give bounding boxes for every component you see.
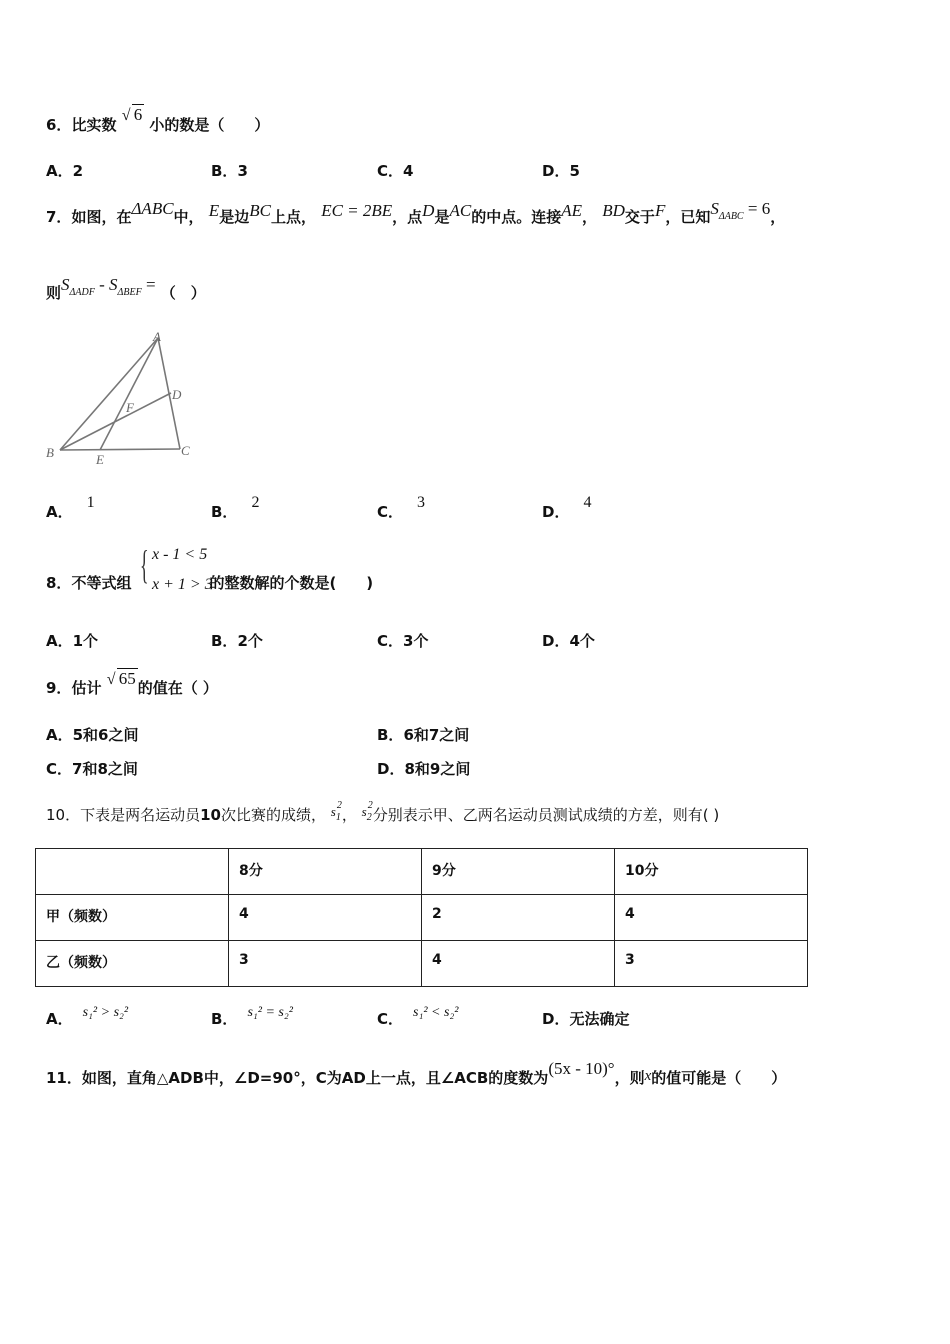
q10-option-b[interactable]: B． s₁² = s₂² <box>211 1005 293 1028</box>
q7-option-b[interactable]: B．2 <box>211 494 260 521</box>
table-cell: 甲（频数） <box>36 895 229 941</box>
q6-option-d[interactable]: D．5 <box>542 162 580 180</box>
q7-ec-eq: EC = 2BE <box>321 201 393 220</box>
q9-sqrt: √ 65 <box>106 669 136 688</box>
q7-area-abc: $S_{\Delta ABC} = 6$ <box>710 199 771 222</box>
table-cell: 8分 <box>229 849 422 895</box>
q8-stem: 8．不等式组 的整数解的个数是( ) <box>46 574 374 592</box>
q10-option-a[interactable]: A． s₁² > s₂² <box>46 1005 129 1028</box>
q6-option-c[interactable]: C．4 <box>377 162 414 180</box>
q9-option-d[interactable]: D．8和9之间 <box>377 760 471 778</box>
q7-triangle-figure <box>40 328 210 468</box>
q8-brace: { <box>140 542 149 587</box>
q8-option-c[interactable]: C．3个 <box>377 632 429 650</box>
q6-option-b[interactable]: B．3 <box>211 162 248 180</box>
q10-score-table <box>35 848 808 987</box>
q10-stem: 10．下表是两名运动员10次比赛的成绩， $s_1^2$， $s_2^2$分别表示甲、乙两名运动员测试成绩的方差，则有( ) <box>46 800 720 824</box>
fig-label-e: E <box>96 452 104 467</box>
fig-label-d: D <box>172 387 182 402</box>
table-cell: 3 <box>615 941 808 987</box>
table-row <box>36 941 808 987</box>
q7-option-c[interactable]: C．3 <box>377 494 426 521</box>
q6-stem <box>46 105 270 135</box>
fig-label-a: A <box>153 329 161 344</box>
fig-label-f: F <box>126 400 134 415</box>
q7-area-expr: $S_{\Delta ADF} - S_{\Delta BEF}$ = <box>61 275 156 298</box>
q9-option-a[interactable]: A．5和6之间 <box>46 726 139 744</box>
q6-radicand: 6 <box>133 105 143 124</box>
q9-option-b[interactable]: B．6和7之间 <box>377 726 470 744</box>
q7-stem: 7．如图，在ΔABC中， E是边BC上点， EC = 2BE，点D是AC的中点。连接AE， BD交于F，已知$S_{\Delta ABC} = 6$， <box>46 199 786 226</box>
q9-option-c[interactable]: C．7和8之间 <box>46 760 138 778</box>
table-cell: 4 <box>229 895 422 941</box>
q8-option-b[interactable]: B．2个 <box>211 632 263 650</box>
table-cell: 9分 <box>422 849 615 895</box>
table-cell: 2 <box>422 895 615 941</box>
q7-stem-line2: 则$S_{\Delta ADF} - S_{\Delta BEF}$ = （ ） <box>46 275 206 302</box>
table-cell: 10分 <box>615 849 808 895</box>
q7-option-d[interactable]: D．4 <box>542 494 592 521</box>
q7-triangle-abc: ΔABC <box>131 199 174 218</box>
q6-text-post: 小的数是（ ） <box>149 116 270 134</box>
q6-option-a[interactable]: A．2 <box>46 162 84 180</box>
q6-text-pre: 比实数 <box>71 116 117 134</box>
q7-number: 7． <box>46 208 72 226</box>
q10-option-c[interactable]: C． s₁² < s₂² <box>377 1005 459 1028</box>
q10-option-d[interactable]: D．无法确定 <box>542 1010 630 1028</box>
table-header-row <box>36 849 808 895</box>
q9-stem: 9．估计 √ 65 的值在（ ） <box>46 669 218 697</box>
table-row <box>36 895 808 941</box>
table-cell: 4 <box>422 941 615 987</box>
q8-ineq-2: x + 1 > 3 <box>152 576 213 593</box>
table-cell: 3 <box>229 941 422 987</box>
q7-option-a[interactable]: A．1 <box>46 494 95 521</box>
q9-radicand: 65 <box>118 669 136 688</box>
q11-angle-expr: (5x - 10)° <box>548 1059 615 1078</box>
fig-label-b: B <box>46 445 54 460</box>
q8-ineq-1: x - 1 < 5 <box>152 546 208 563</box>
table-cell <box>36 849 229 895</box>
table-cell: 乙（频数） <box>36 941 229 987</box>
fig-label-c: C <box>181 443 190 458</box>
q8-option-a[interactable]: A．1个 <box>46 632 99 650</box>
table-cell: 4 <box>615 895 808 941</box>
q6-sqrt: √ 6 <box>121 105 143 124</box>
q8-option-d[interactable]: D．4个 <box>542 632 595 650</box>
q11-stem: 11．如图，直角△ADB中，∠D=90°，C为AD上一点，且∠ACB的度数为(5x - 10)°，则x的值可能是（ ） <box>46 1059 787 1087</box>
q6-number: 6． <box>46 116 72 134</box>
